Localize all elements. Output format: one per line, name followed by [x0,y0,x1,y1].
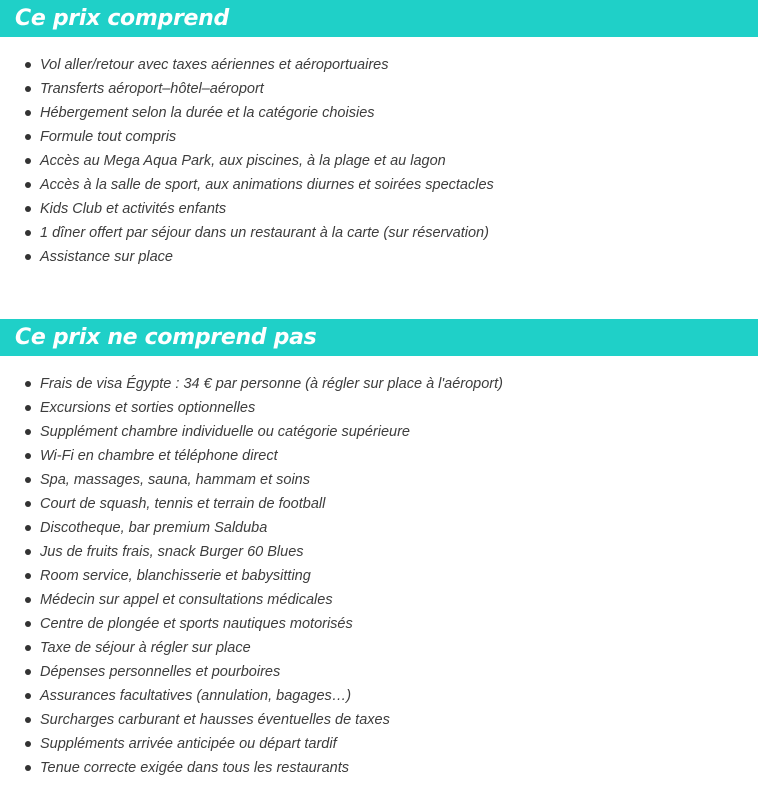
list-item-text: Dépenses personnelles et pourboires [40,664,281,680]
list-item-text: Hébergement selon la durée et la catégorie choisies [40,105,375,121]
bullet-icon [25,405,31,411]
list-item-text: Wi-Fi en chambre et téléphone direct [40,448,278,464]
list-item-text: Transferts aéroport–hôtel–aéroport [40,81,264,97]
list-item [0,420,503,444]
list-item-text: Formule tout compris [40,129,177,145]
list-item [0,684,503,708]
bullet-icon [25,86,31,92]
list-item [0,53,494,77]
bullet-icon [25,717,31,723]
excluded-items-list [0,372,503,780]
bullet-icon [25,669,31,675]
excluded-section-title: Ce prix ne comprend pas [15,325,317,350]
list-item-text: Room service, blanchisserie et babysitting [40,568,311,584]
list-item [0,612,503,636]
bullet-icon [25,741,31,747]
list-item-text: Jus de fruits frais, snack Burger 60 Blues [40,544,304,560]
list-item [0,564,503,588]
list-item [0,516,503,540]
list-item-text: Supplément chambre individuelle ou catégorie supérieure [40,424,410,440]
list-item [0,77,494,101]
list-item [0,756,503,780]
bullet-icon [25,765,31,771]
bullet-icon [25,693,31,699]
bullet-icon [25,477,31,483]
list-item [0,444,503,468]
list-item [0,149,494,173]
bullet-icon [25,110,31,116]
list-item [0,197,494,221]
excluded-section-header [0,319,758,356]
bullet-icon [25,645,31,651]
list-item-text: Taxe de séjour à régler sur place [40,640,251,656]
bullet-icon [25,621,31,627]
list-item [0,732,503,756]
list-item-text: Court de squash, tennis et terrain de football [40,496,326,512]
list-item [0,660,503,684]
list-item-text: Assistance sur place [40,249,173,265]
list-item-text: Tenue correcte exigée dans tous les restaurants [40,760,349,776]
list-item-text: Centre de plongée et sports nautiques motorisés [40,616,353,632]
list-item-text: Accès au Mega Aqua Park, aux piscines, à la plage et au lagon [40,153,446,169]
bullet-icon [25,429,31,435]
list-item-text: Discotheque, bar premium Salduba [40,520,268,536]
list-item-text: Accès à la salle de sport, aux animations diurnes et soirées spectacles [40,177,494,193]
included-items-list [0,53,494,269]
bullet-icon [25,501,31,507]
list-item [0,588,503,612]
list-item-text: Kids Club et activités enfants [40,201,227,217]
bullet-icon [25,573,31,579]
list-item [0,708,503,732]
bullet-icon [25,182,31,188]
list-item [0,372,503,396]
list-item [0,636,503,660]
bullet-icon [25,254,31,260]
included-section-title: Ce prix comprend [15,6,229,31]
bullet-icon [25,453,31,459]
list-item-text: Médecin sur appel et consultations médicales [40,592,333,608]
list-item-text: Spa, massages, sauna, hammam et soins [40,472,310,488]
list-item [0,540,503,564]
bullet-icon [25,134,31,140]
bullet-icon [25,525,31,531]
list-item-text: Suppléments arrivée anticipée ou départ tardif [40,736,337,752]
list-item-text: 1 dîner offert par séjour dans un restaurant à la carte (sur réservation) [40,225,489,241]
list-item [0,468,503,492]
list-item-text: Frais de visa Égypte : 34 € par personne (à régler sur place à l'aéroport) [40,376,503,392]
bullet-icon [25,230,31,236]
list-item [0,221,494,245]
bullet-icon [25,158,31,164]
list-item [0,125,494,149]
bullet-icon [25,206,31,212]
list-item-text: Surcharges carburant et hausses éventuelles de taxes [40,712,390,728]
list-item [0,101,494,125]
list-item [0,245,494,269]
bullet-icon [25,597,31,603]
list-item [0,492,503,516]
bullet-icon [25,549,31,555]
list-item-text: Excursions et sorties optionnelles [40,400,256,416]
list-item-text: Assurances facultatives (annulation, bagages…) [40,688,352,704]
list-item-text: Vol aller/retour avec taxes aériennes et aéroportuaires [40,57,389,73]
bullet-icon [25,62,31,68]
included-section-header [0,0,758,37]
bullet-icon [25,381,31,387]
list-item [0,396,503,420]
list-item [0,173,494,197]
